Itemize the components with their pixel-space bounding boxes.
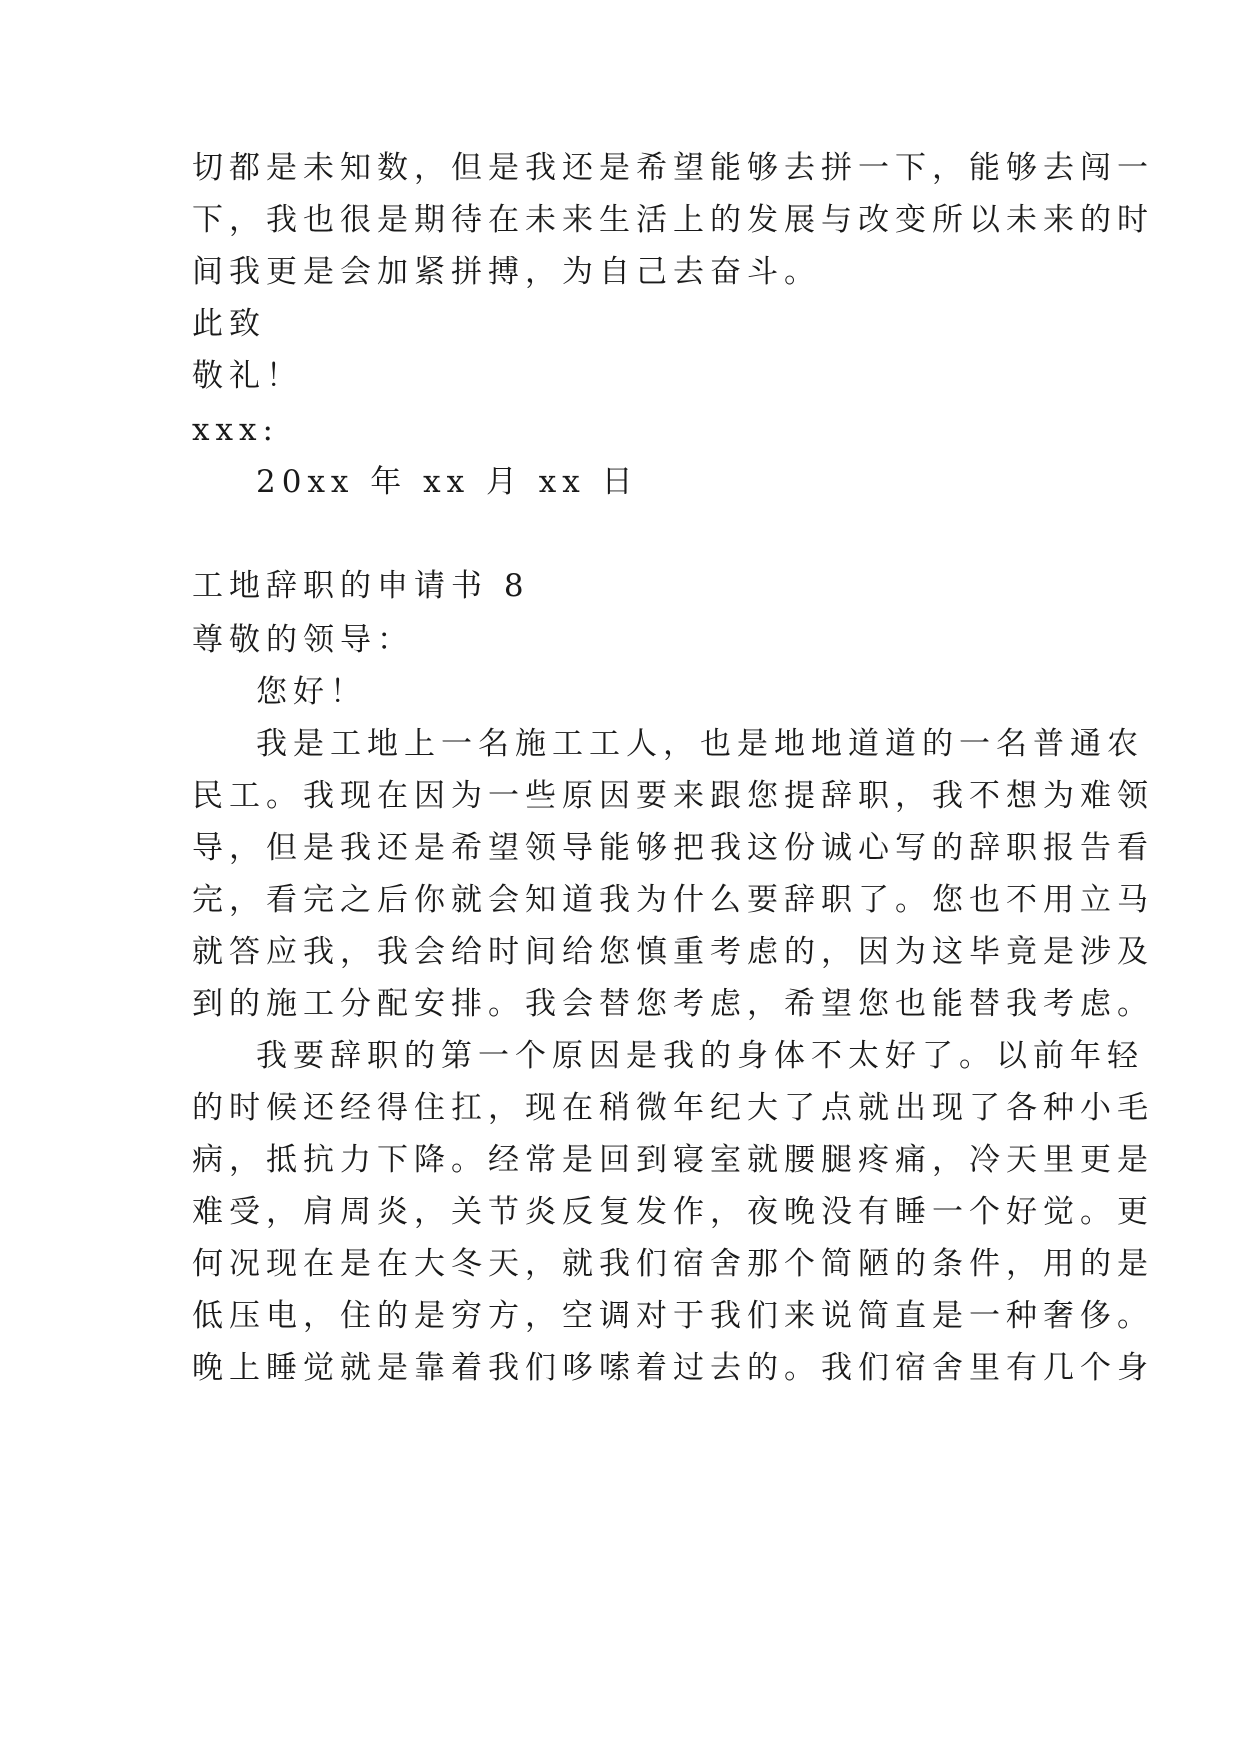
closing-line: 此致 [192,306,266,342]
paragraph-line: 低压电，住的是穷方，空调对于我们来说简直是一种奢侈。 [192,1298,1154,1334]
paragraph-line: 民工。我现在因为一些原因要来跟您提辞职，我不想为难领 [192,778,1154,814]
text-line: 下，我也很是期待在未来生活上的发展与改变所以未来的时 [192,202,1154,238]
date: 20xx 年 xx 月 xx 日 [256,464,639,500]
section-title: 工地辞职的申请书 8 [192,568,530,604]
paragraph-line: 导，但是我还是希望领导能够把我这份诚心写的辞职报告看 [192,830,1154,866]
signature: xxx: [192,412,279,448]
paragraph-line: 就答应我，我会给时间给您慎重考虑的，因为这毕竟是涉及 [192,934,1154,970]
salutation: 尊敬的领导： [192,622,414,658]
greeting: 您好！ [256,674,367,710]
paragraph-line: 的时候还经得住扛，现在稍微年纪大了点就出现了各种小毛 [192,1090,1154,1126]
paragraph-line: 我要辞职的第一个原因是我的身体不太好了。以前年轻 [256,1038,1144,1074]
paragraph-line: 难受，肩周炎，关节炎反复发作，夜晚没有睡一个好觉。更 [192,1194,1154,1230]
paragraph-line: 何况现在是在大冬天，就我们宿舍那个简陋的条件，用的是 [192,1246,1154,1282]
text-line: 间我更是会加紧拼搏，为自己去奋斗。 [192,254,821,290]
text-line: 切都是未知数，但是我还是希望能够去拼一下，能够去闯一 [192,150,1154,186]
closing-line: 敬礼！ [192,358,303,394]
paragraph-line: 我是工地上一名施工工人，也是地地道道的一名普通农 [256,726,1144,762]
paragraph-line: 到的施工分配安排。我会替您考虑，希望您也能替我考虑。 [192,986,1154,1022]
paragraph-line: 完，看完之后你就会知道我为什么要辞职了。您也不用立马 [192,882,1154,918]
paragraph-line: 晚上睡觉就是靠着我们哆嗦着过去的。我们宿舍里有几个身 [192,1350,1154,1386]
paragraph-line: 病，抵抗力下降。经常是回到寝室就腰腿疼痛，冷天里更是 [192,1142,1154,1178]
